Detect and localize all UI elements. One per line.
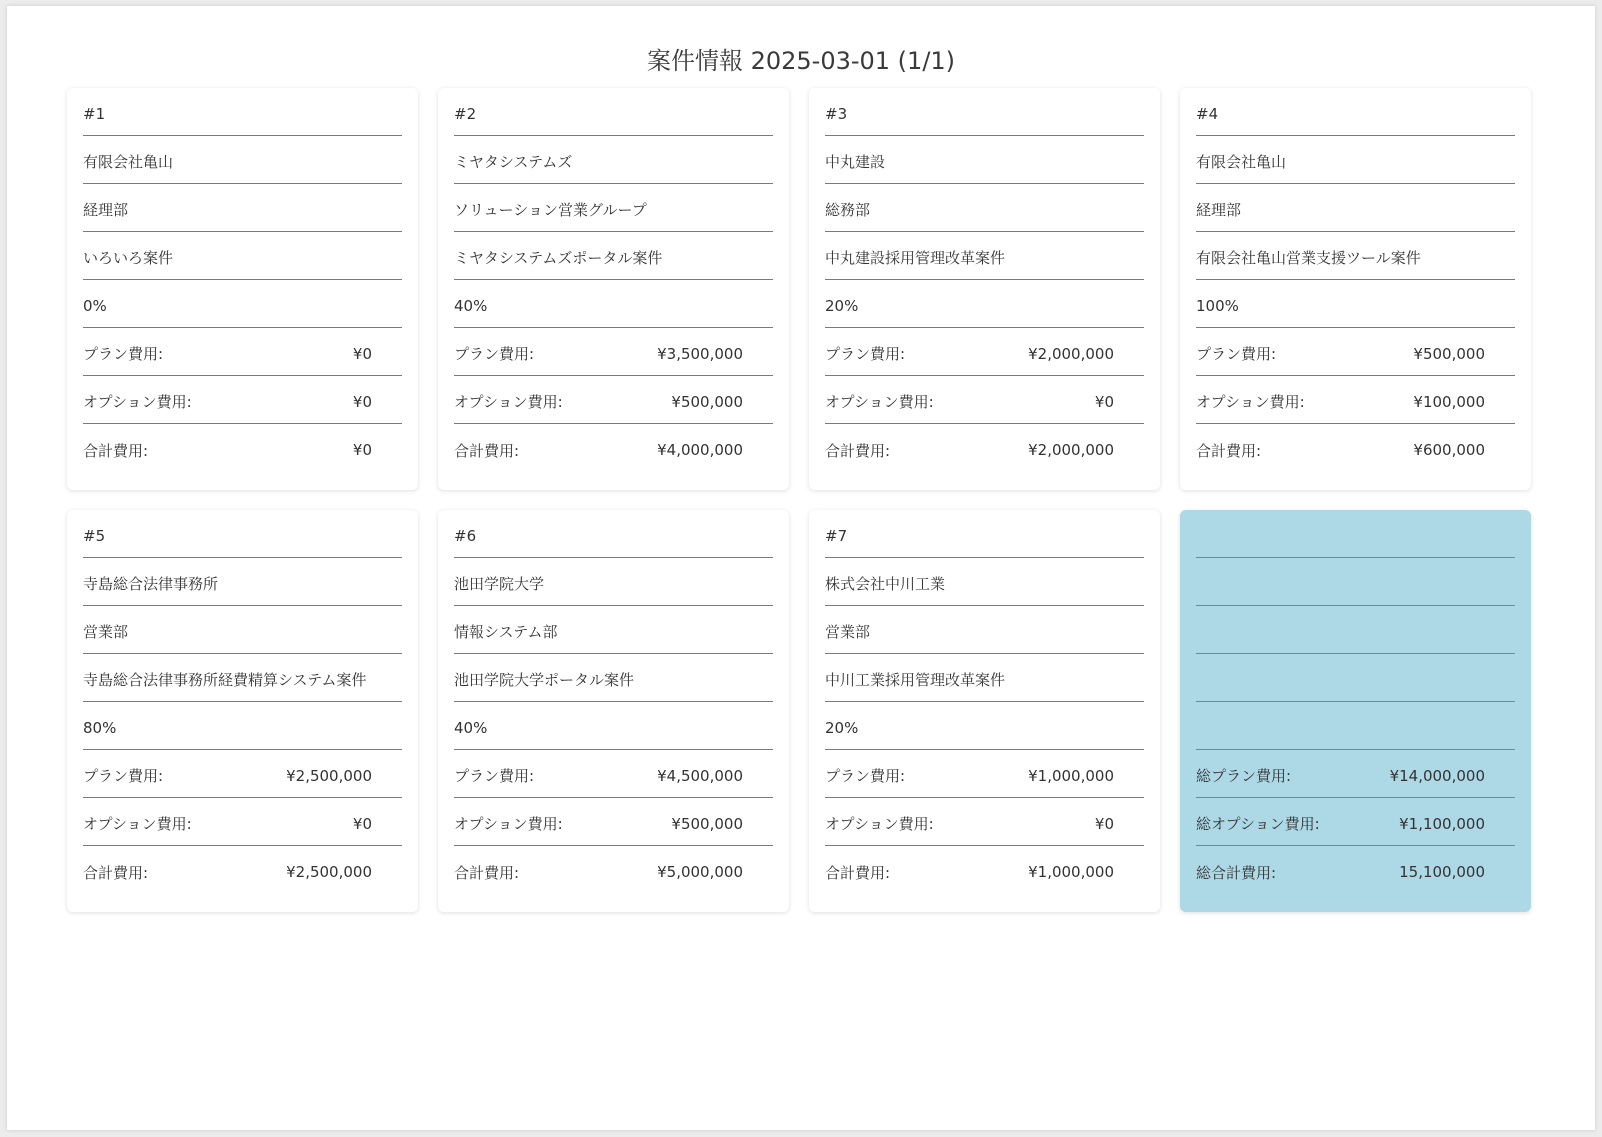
page-sheet	[7, 6, 1595, 1130]
total-cost-value: ¥2,500,000	[286, 863, 372, 881]
company-name: 池田学院大学	[454, 575, 545, 593]
option-cost-row	[825, 376, 1144, 424]
summary-option-cost-label: 総オプション費用:	[1196, 815, 1320, 833]
summary-card	[1180, 510, 1531, 912]
project-name-row	[825, 654, 1144, 702]
total-cost-row	[83, 846, 402, 894]
project-number-row	[454, 510, 773, 558]
total-cost-row	[454, 424, 773, 472]
option-cost-value: ¥500,000	[671, 392, 743, 411]
project-number-row	[825, 510, 1144, 558]
company-name: ミヤタシステムズ	[454, 153, 573, 171]
summary-blank-row	[1196, 654, 1515, 702]
plan-cost-row	[454, 750, 773, 798]
total-cost-row	[825, 424, 1144, 472]
plan-cost-row	[825, 328, 1144, 376]
project-number: #4	[1196, 104, 1219, 123]
project-name: 中丸建設採用管理改革案件	[825, 249, 1006, 267]
progress-percent: 20%	[825, 718, 859, 737]
project-name: いろいろ案件	[83, 249, 174, 267]
option-cost-value: ¥0	[352, 814, 372, 833]
company-name: 有限会社亀山	[83, 153, 174, 171]
option-cost-value: ¥0	[352, 392, 372, 411]
department-name: 経理部	[83, 201, 129, 219]
total-cost-label: 合計費用:	[454, 441, 520, 460]
department-name: 経理部	[1196, 201, 1242, 219]
progress-percent: 100%	[1196, 296, 1239, 315]
department-row	[454, 184, 773, 232]
department-name: 総務部	[825, 201, 871, 219]
progress-row	[454, 280, 773, 328]
project-number: #2	[454, 104, 477, 123]
summary-plan-cost-value: ¥14,000,000	[1389, 766, 1485, 785]
plan-cost-value: ¥2,000,000	[1028, 344, 1114, 363]
company-name: 有限会社亀山	[1196, 153, 1287, 171]
option-cost-row	[825, 798, 1144, 846]
total-cost-label: 合計費用:	[454, 863, 520, 882]
total-cost-value: ¥1,000,000	[1028, 863, 1114, 881]
plan-cost-label: プラン費用:	[454, 345, 535, 363]
department-row	[825, 184, 1144, 232]
summary-blank-row	[1196, 702, 1515, 750]
progress-percent: 80%	[83, 718, 117, 737]
progress-row	[825, 702, 1144, 750]
project-card	[67, 510, 418, 912]
plan-cost-row	[83, 750, 402, 798]
project-card	[809, 510, 1160, 912]
summary-option-cost-row	[1196, 798, 1515, 846]
department-name: 情報システム部	[454, 623, 558, 641]
total-cost-row	[454, 846, 773, 894]
option-cost-value: ¥100,000	[1413, 392, 1485, 411]
project-name: ミヤタシステムズポータル案件	[454, 249, 663, 267]
option-cost-row	[83, 798, 402, 846]
progress-row	[1196, 280, 1515, 328]
total-cost-row	[83, 424, 402, 472]
plan-cost-row	[83, 328, 402, 376]
project-card	[1180, 88, 1531, 490]
plan-cost-label: プラン費用:	[454, 767, 535, 785]
option-cost-label: オプション費用:	[825, 815, 934, 833]
summary-plan-cost-row	[1196, 750, 1515, 798]
project-number-row	[83, 88, 402, 136]
total-cost-row	[825, 846, 1144, 894]
total-cost-label: 合計費用:	[825, 441, 891, 460]
total-cost-value: ¥2,000,000	[1028, 441, 1114, 459]
progress-row	[825, 280, 1144, 328]
project-name: 寺島総合法律事務所経費精算システム案件	[83, 671, 367, 689]
option-cost-value: ¥500,000	[671, 814, 743, 833]
option-cost-label: オプション費用:	[454, 393, 563, 411]
project-name-row	[1196, 232, 1515, 280]
company-row	[825, 136, 1144, 184]
department-name: ソリューション営業グループ	[454, 201, 647, 219]
total-cost-label: 合計費用:	[83, 863, 149, 882]
summary-option-cost-value: ¥1,100,000	[1399, 814, 1485, 833]
total-cost-value: ¥0	[352, 441, 372, 459]
department-row	[454, 606, 773, 654]
department-row	[83, 184, 402, 232]
department-name: 営業部	[825, 623, 871, 641]
plan-cost-value: ¥1,000,000	[1028, 766, 1114, 785]
progress-row	[83, 702, 402, 750]
option-cost-label: オプション費用:	[83, 393, 192, 411]
option-cost-label: オプション費用:	[1196, 393, 1305, 411]
plan-cost-row	[454, 328, 773, 376]
company-row	[83, 558, 402, 606]
company-name: 寺島総合法律事務所	[83, 575, 219, 593]
summary-total-cost-value: 15,100,000	[1399, 863, 1485, 881]
progress-row	[83, 280, 402, 328]
total-cost-label: 合計費用:	[1196, 441, 1262, 460]
plan-cost-value: ¥2,500,000	[286, 766, 372, 785]
summary-blank-row	[1196, 558, 1515, 606]
project-number: #3	[825, 104, 848, 123]
plan-cost-label: プラン費用:	[825, 767, 906, 785]
department-row	[1196, 184, 1515, 232]
project-number: #7	[825, 526, 848, 545]
summary-plan-cost-label: 総プラン費用:	[1196, 767, 1292, 785]
plan-cost-value: ¥0	[352, 344, 372, 363]
project-name: 中川工業採用管理改革案件	[825, 671, 1006, 689]
option-cost-label: オプション費用:	[83, 815, 192, 833]
project-name-row	[83, 654, 402, 702]
option-cost-value: ¥0	[1094, 392, 1114, 411]
total-cost-row	[1196, 424, 1515, 472]
project-name: 有限会社亀山営業支援ツール案件	[1196, 249, 1421, 267]
plan-cost-row	[825, 750, 1144, 798]
summary-blank-row	[1196, 510, 1515, 558]
total-cost-value: ¥5,000,000	[657, 863, 743, 881]
summary-total-cost-label: 総合計費用:	[1196, 863, 1277, 882]
company-row	[454, 136, 773, 184]
summary-total-cost-row	[1196, 846, 1515, 894]
total-cost-value: ¥600,000	[1413, 441, 1485, 459]
project-card	[438, 510, 789, 912]
department-row	[83, 606, 402, 654]
option-cost-row	[1196, 376, 1515, 424]
plan-cost-row	[1196, 328, 1515, 376]
project-card	[438, 88, 789, 490]
project-number-row	[1196, 88, 1515, 136]
option-cost-row	[83, 376, 402, 424]
project-number-row	[454, 88, 773, 136]
progress-percent: 0%	[83, 296, 107, 315]
option-cost-row	[454, 376, 773, 424]
progress-row	[454, 702, 773, 750]
option-cost-label: オプション費用:	[825, 393, 934, 411]
plan-cost-value: ¥4,500,000	[657, 766, 743, 785]
project-name-row	[454, 654, 773, 702]
plan-cost-label: プラン費用:	[83, 767, 164, 785]
plan-cost-value: ¥500,000	[1413, 344, 1485, 363]
progress-percent: 40%	[454, 296, 488, 315]
total-cost-value: ¥4,000,000	[657, 441, 743, 459]
plan-cost-label: プラン費用:	[1196, 345, 1277, 363]
company-row	[454, 558, 773, 606]
plan-cost-label: プラン費用:	[825, 345, 906, 363]
page-title: 案件情報 2025-03-01 (1/1)	[646, 47, 956, 75]
option-cost-value: ¥0	[1094, 814, 1114, 833]
progress-percent: 40%	[454, 718, 488, 737]
project-card	[809, 88, 1160, 490]
company-name: 株式会社中川工業	[825, 575, 946, 593]
project-card-grid	[67, 88, 1532, 912]
option-cost-label: オプション費用:	[454, 815, 563, 833]
department-name: 営業部	[83, 623, 129, 641]
project-name-row	[825, 232, 1144, 280]
company-row	[825, 558, 1144, 606]
option-cost-row	[454, 798, 773, 846]
project-number: #6	[454, 526, 477, 545]
total-cost-label: 合計費用:	[83, 441, 149, 460]
company-row	[1196, 136, 1515, 184]
summary-blank-row	[1196, 606, 1515, 654]
project-name-row	[454, 232, 773, 280]
project-name-row	[83, 232, 402, 280]
project-card	[67, 88, 418, 490]
company-row	[83, 136, 402, 184]
project-number-row	[825, 88, 1144, 136]
project-name: 池田学院大学ポータル案件	[454, 671, 635, 689]
project-number-row	[83, 510, 402, 558]
project-number: #5	[83, 526, 106, 545]
total-cost-label: 合計費用:	[825, 863, 891, 882]
department-row	[825, 606, 1144, 654]
plan-cost-label: プラン費用:	[83, 345, 164, 363]
plan-cost-value: ¥3,500,000	[657, 344, 743, 363]
progress-percent: 20%	[825, 296, 859, 315]
project-number: #1	[83, 104, 106, 123]
company-name: 中丸建設	[825, 153, 886, 171]
